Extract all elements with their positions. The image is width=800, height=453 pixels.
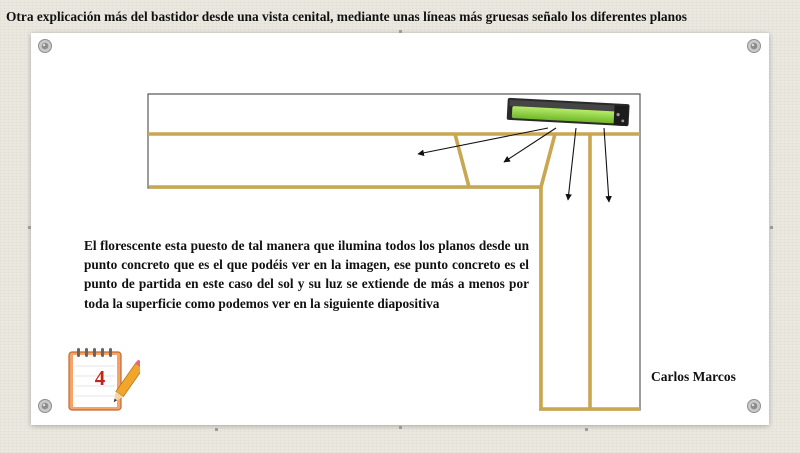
edge-dot bbox=[28, 226, 31, 229]
edge-dot bbox=[399, 30, 402, 33]
edge-dot bbox=[399, 426, 402, 429]
edge-dot bbox=[215, 428, 218, 431]
explanation-text: El florescente esta puesto de tal manera que ilumina todos los planos desde un punto concreto que es el que podéis ver en la imagen, ese punto concreto es el punto de partida en este caso del sol y su luz se extiende de más a menos por toda la superficie como podemos ver en la siguiente diapositiva bbox=[84, 238, 529, 311]
author-name: Carlos Marcos bbox=[651, 369, 736, 384]
slide-number: 4 bbox=[94, 366, 106, 390]
slide-title: Otra explicación más del bastidor desde una vista cenital, mediante unas líneas más gruesas señalo los diferentes planos bbox=[6, 9, 687, 24]
edge-dot bbox=[585, 428, 588, 431]
edge-dot bbox=[770, 226, 773, 229]
